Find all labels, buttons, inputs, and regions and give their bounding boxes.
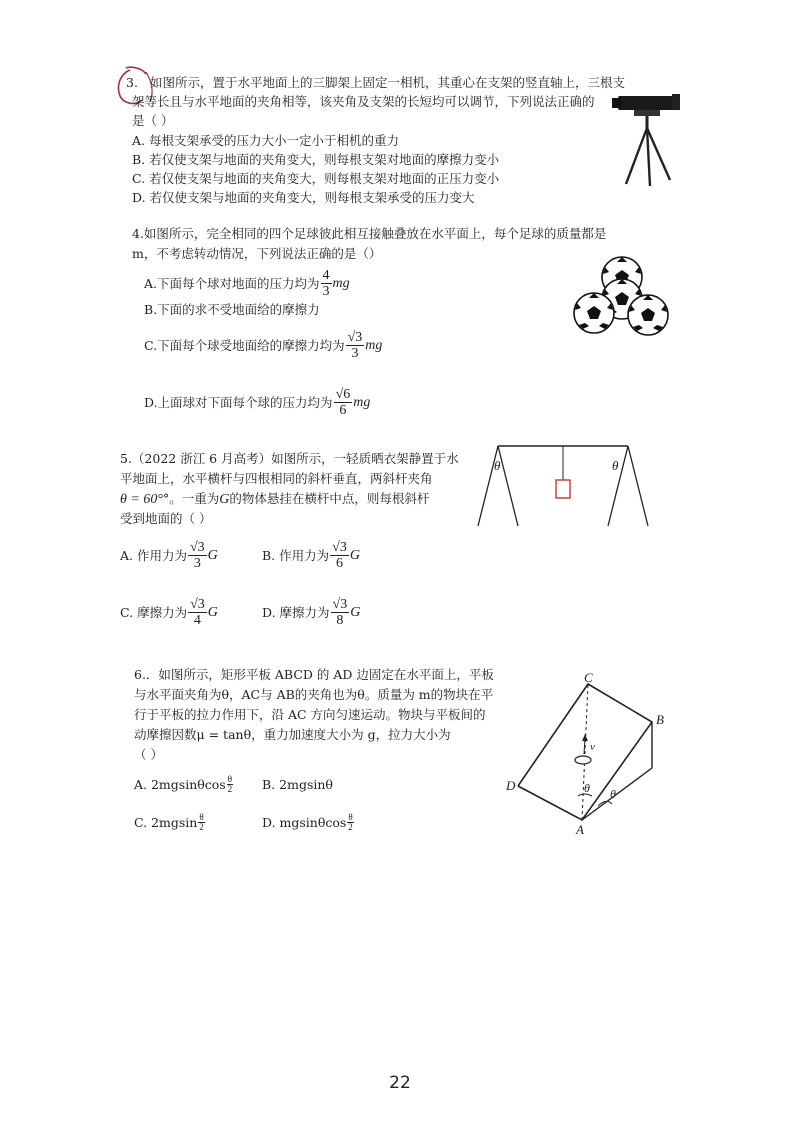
inclined-plate-diagram <box>500 668 680 838</box>
vertex-label-d: D <box>506 778 516 793</box>
q6-stem-line5: （ ） <box>134 747 163 762</box>
q6-option-a: A. 2mgsinθcos θ 2 <box>134 774 233 794</box>
q6-option-b: B. 2mgsinθ <box>262 777 333 792</box>
q5-stem-line1: 5.（2022 浙江 6 月高考）如图所示，一轻质晒衣架静置于水 <box>120 451 459 466</box>
vertex-label-c: C <box>584 670 593 685</box>
fraction: $\frac{√3}{6}$ <box>332 540 347 571</box>
fraction: $\frac{√3}{8}$ <box>332 597 348 628</box>
fraction: θ 2 <box>348 812 353 832</box>
fraction: $\frac{√3}{4}$ <box>190 597 205 628</box>
q4-stem-line2: m，不考虑转动情况，下列说法正确的是（） <box>132 246 382 261</box>
theta-label: θ <box>494 458 501 473</box>
page-number: 22 <box>389 1073 411 1093</box>
q5-option-d: D. 摩擦力为 $\frac{√3}{8}$ G <box>262 597 361 628</box>
q6-stem-line4: 动摩擦因数μ = tanθ，重力加速度大小为 g，拉力大小为 <box>134 727 451 742</box>
q3-stem-line2: 架等长且与水平地面的夹角相等，该夹角及支架的长短均可以调节，下列说法正确的 <box>132 94 595 109</box>
q4-option-c: C.下面每个球受地面给的摩擦力均为 $\frac{√3}{3}$ mg <box>144 330 383 361</box>
vertex-label-a: A <box>576 822 584 837</box>
q3-option-d: D. 若仅使支架与地面的夹角变大，则每根支架承受的压力变大 <box>132 190 475 205</box>
q5-stem-line3: θ = 60° °。一重为 G 的物体悬挂在横杆中点，则每根斜杆 <box>120 491 430 507</box>
q3-option-b: B. 若仅使支架与地面的夹角变大，则每根支架对地面的摩擦力变小 <box>132 152 500 167</box>
q4-option-a: A.下面每个球对地面的压力均为 $\frac{4}{3}$ mg <box>144 268 350 299</box>
q3-stem-line1: 如图所示，置于水平地面上的三脚架上固定一相机，其重心在支架的竖直轴上，三根支 <box>150 75 626 90</box>
theta-label: θ <box>612 458 619 473</box>
fraction: θ 2 <box>227 774 233 794</box>
fraction: $\frac{√6}{6}$ <box>335 387 351 418</box>
theta-label: θ <box>610 787 616 801</box>
vertex-label-b: B <box>656 712 664 727</box>
q4-option-b: B.下面的求不受地面给的摩擦力 <box>144 302 320 317</box>
soccer-balls-image <box>572 255 672 339</box>
q3-option-a: A. 每根支架承受的压力大小一定小于相机的重力 <box>132 133 399 148</box>
theta-label: θ <box>584 781 590 795</box>
q5-option-a: A. 作用力为 $\frac{√3}{3}$ G <box>120 540 218 571</box>
q5-stem-line2: 平地面上，水平横杆与四根相同的斜杆垂直，两斜杆夹角 <box>120 471 433 486</box>
q6-option-c: C. 2mgsin θ 2 <box>134 812 204 832</box>
q3-number: 3. <box>126 75 138 90</box>
q6-stem-line1: 6.．如图所示，矩形平板 ABCD 的 AD 边固定在水平面上，平板 <box>134 667 494 682</box>
fraction: $\frac{4}{3}$ <box>322 268 330 299</box>
q5-option-b: B. 作用力为 $\frac{√3}{6}$ G <box>262 540 360 571</box>
q5-stem-line4: 受到地面的（ ） <box>120 511 212 526</box>
q4-stem-line1: 4.如图所示，完全相同的四个足球彼此相互接触叠放在水平面上，每个足球的质量都是 <box>132 226 607 241</box>
fraction: $\frac{√3}{3}$ <box>189 540 205 571</box>
q6-stem-line3: 行于平板的拉力作用下，沿 AC 方向匀速运动。物块与平板间的 <box>134 707 486 722</box>
q5-option-c: C. 摩擦力为 $\frac{√3}{4}$ G <box>120 597 218 628</box>
fraction: θ 2 <box>199 812 204 832</box>
q3-stem-line3: 是（ ） <box>132 113 174 128</box>
velocity-label: v <box>590 741 595 753</box>
q6-stem-line2: 与水平面夹角为θ，AC与 AB的夹角也为θ。质量为 m的物块在平 <box>134 687 494 702</box>
clothes-rack-diagram <box>474 440 654 540</box>
q3-option-c: C. 若仅使支架与地面的夹角变大，则每根支架对地面的正压力变小 <box>132 171 500 186</box>
q4-option-d: D.上面球对下面每个球的压力均为 $\frac{√6}{6}$ mg <box>144 387 371 418</box>
fraction: $\frac{√3}{3}$ <box>347 330 363 361</box>
q6-option-d: D. mgsinθcos θ 2 <box>262 812 353 832</box>
tripod-camera-image <box>612 90 684 190</box>
